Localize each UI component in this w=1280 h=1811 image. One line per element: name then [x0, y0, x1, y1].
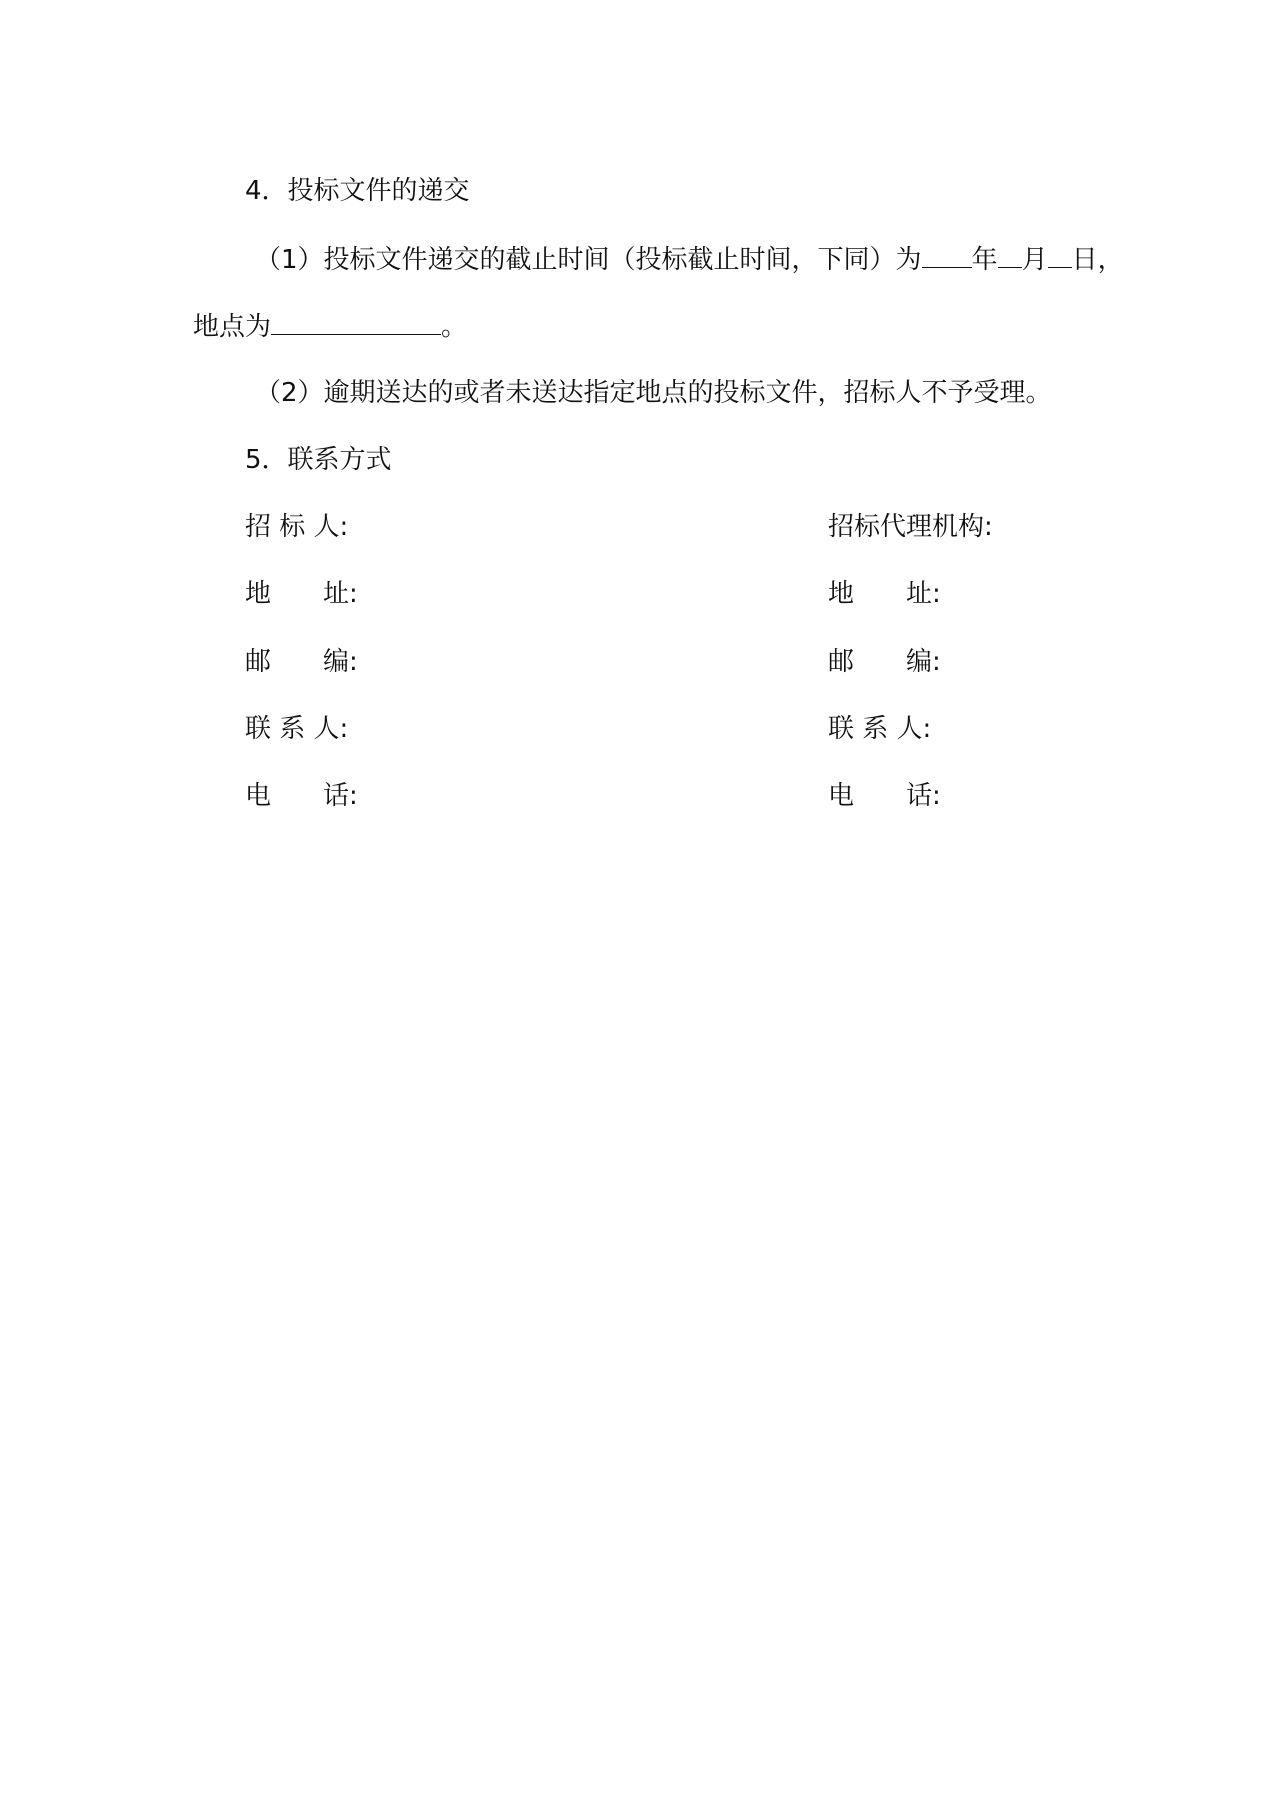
tenderer-phone-label: 电 话: — [245, 781, 358, 811]
tenderer-postcode-label: 邮 编: — [245, 647, 358, 677]
day-label: 日， — [1071, 245, 1124, 275]
year-blank[interactable] — [922, 241, 972, 268]
location-end: 。 — [441, 312, 468, 342]
tenderer-label: 招 标 人: — [245, 512, 349, 542]
tenderer-contact-label: 联 系 人: — [245, 714, 349, 744]
month-blank[interactable] — [998, 241, 1022, 268]
section-4-heading: 4．投标文件的递交 — [245, 176, 470, 206]
agency-postcode-label: 邮 编: — [828, 647, 941, 677]
agency-address-label: 地 址: — [828, 579, 941, 609]
agency-contact-label: 联 系 人: — [828, 714, 932, 744]
location-sentence — [193, 308, 467, 344]
year-label: 年 — [971, 245, 998, 275]
section-5-heading: 5．联系方式 — [245, 445, 392, 475]
month-label: 月 — [1021, 245, 1048, 275]
deadline-sentence — [255, 241, 1124, 277]
late-submission-sentence: （2）逾期送达的或者未送达指定地点的投标文件，招标人不予受理。 — [255, 378, 1052, 408]
agency-phone-label: 电 话: — [828, 781, 941, 811]
day-blank[interactable] — [1048, 241, 1072, 268]
location-label: 地点为 — [193, 312, 272, 342]
deadline-text: （1）投标文件递交的截止时间（投标截止时间，下同）为 — [255, 245, 922, 275]
agency-label: 招标代理机构: — [828, 512, 993, 542]
tenderer-address-label: 地 址: — [245, 579, 358, 609]
location-blank[interactable] — [271, 308, 441, 335]
